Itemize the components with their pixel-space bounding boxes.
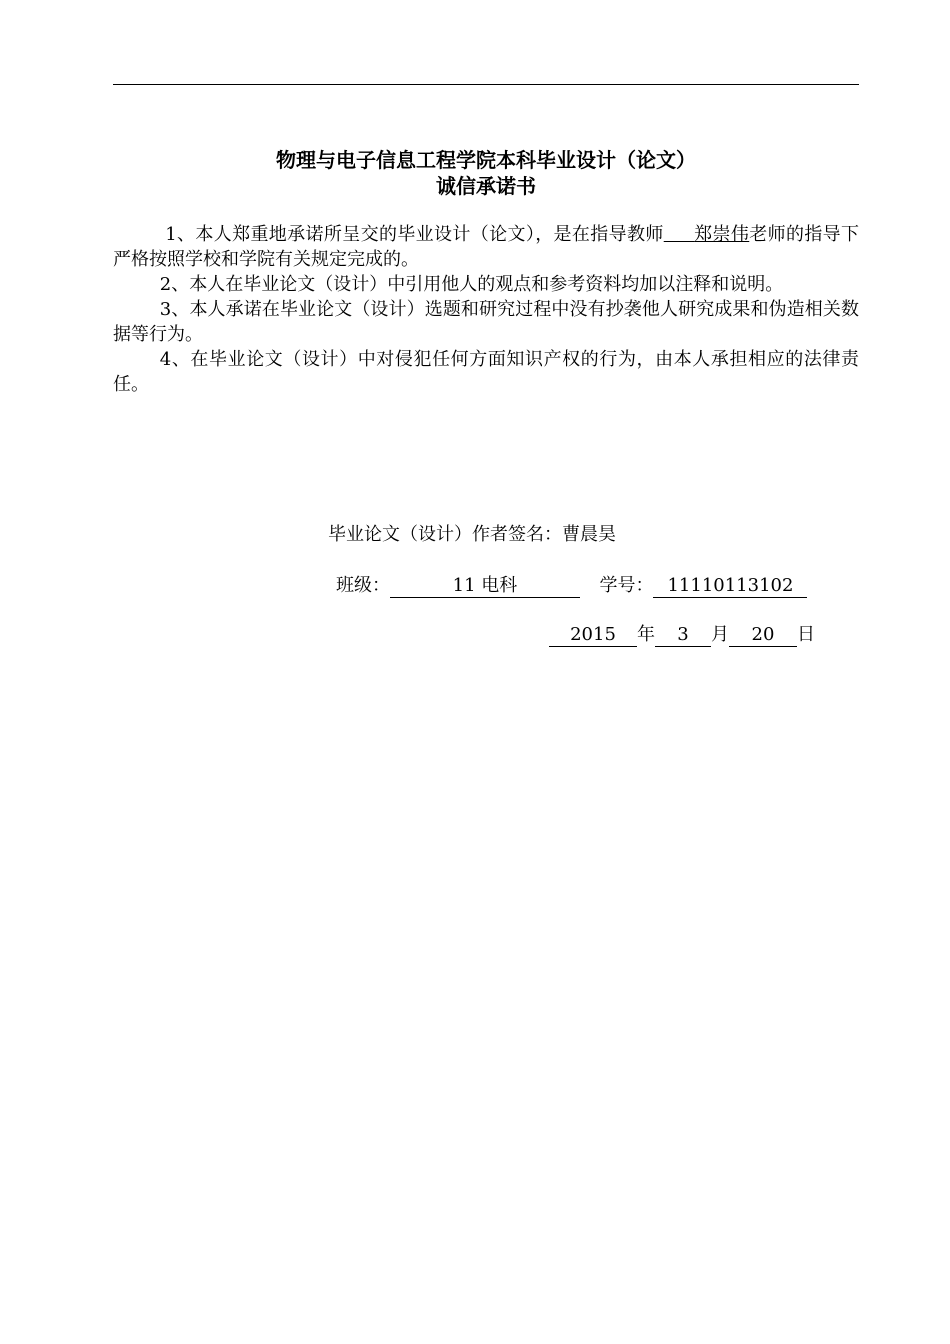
class-info-line	[336, 573, 807, 599]
date-month: 3	[655, 624, 711, 647]
pledge-item-4: 4、在毕业论文（设计）中对侵犯任何方面知识产权的行为，由本人承担相应的法律责任。	[113, 349, 859, 395]
pledge-1-text: 1、本人郑重地承诺所呈交的毕业设计（论文），是在指导教师	[165, 224, 664, 245]
signature-label: 毕业论文（设计）作者签名：	[328, 524, 562, 545]
class-label: 班级：	[336, 575, 390, 596]
student-id-label: 学号：	[599, 575, 654, 596]
header-rule	[113, 84, 859, 85]
date-month-unit: 月	[711, 624, 729, 645]
document-subtitle: 诚信承诺书	[436, 174, 536, 198]
date-year-unit: 年	[637, 624, 655, 645]
advisor-name-text: 郑崇伟	[694, 224, 750, 245]
pledge-item-3: 3、本人承诺在毕业论文（设计）选题和研究过程中没有抄袭他人研究成果和伪造相关数据等行为。	[113, 299, 859, 345]
date-day: 20	[729, 624, 797, 647]
pledge-body	[113, 222, 859, 397]
pledge-item-1	[113, 222, 859, 272]
advisor-name	[664, 224, 750, 245]
date-year: 2015	[549, 624, 637, 647]
date-line	[549, 622, 815, 648]
date-day-unit: 日	[797, 624, 815, 645]
class-value: 11 电科	[390, 575, 580, 598]
student-id-value: 11110113102	[653, 575, 807, 598]
signature-line	[328, 522, 616, 548]
signature-name: 曹晨昊	[562, 524, 616, 545]
pledge-item-2: 2、本人在毕业论文（设计）中引用他人的观点和参考资料均加以注释和说明。	[159, 274, 784, 295]
document-title: 物理与电子信息工程学院本科毕业设计（论文）	[276, 148, 696, 172]
pledge-1-tail: 老师的指导下严格按照学校和学院有关规定完成的。	[113, 224, 860, 270]
